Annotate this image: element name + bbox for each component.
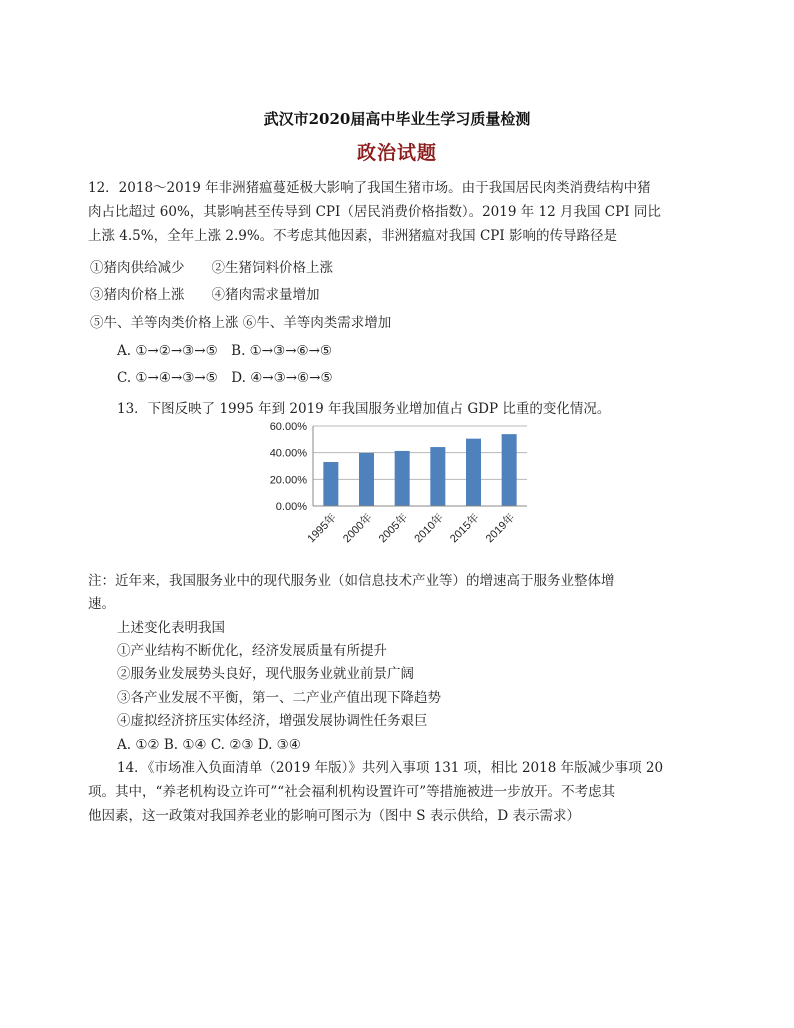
q14-stem-line-2: 项。其中，“养老机构设立许可”“社会福利机构设置许可”等措施被进一步放开。不考虑其 [88,784,616,800]
x-tick-label: 2010年 [412,511,446,546]
q13-option-2: ②服务业发展势头良好，现代服务业就业前景广阔 [117,666,414,682]
exam-title: 武汉市2020届高中毕业生学习质量检测 [263,110,531,128]
q12-option-line-2: ③猪肉价格上涨 ④猪肉需求量增加 [90,287,320,303]
q13-note-line-1: 注：近年来，我国服务业中的现代服务业（如信息技术产业等）的增速高于服务业整体增 [88,573,615,589]
q13-answers: A. ①② B. ①④ C. ②③ D. ③④ [117,737,301,753]
q12-stem-line-2: 肉占比超过 60%，其影响甚至传导到 CPI（居民消费价格指数）。2019 年 12 月我国 CPI 同比 [88,204,661,220]
q12-answer-line-1: A. ①→②→③→⑤ B. ①→③→⑥→⑤ [117,343,333,359]
q13-note-line-2: 速。 [88,596,115,612]
exam-subject: 政治试题 [356,142,437,164]
q13-lead: 上述变化表明我国 [117,620,225,636]
chart-gridlines [313,426,527,506]
y-tick-label: 60.00% [269,421,307,433]
q12-answer-line-2: C. ①→④→③→⑤ D. ④→③→⑥→⑤ [117,370,333,386]
x-tick-label: 2000年 [341,511,375,546]
q12-option-line-3: ⑤牛、羊等肉类价格上涨 ⑥牛、羊等肉类需求增加 [90,315,392,331]
x-tick-label: 1995年 [305,511,339,546]
chart-bars [323,434,516,506]
q12-stem-line-3: 上涨 4.5%，全年上涨 2.9%。不考虑其他因素，非洲猪瘟对我国 CPI 影响的传导路径是 [88,228,618,244]
chart-x-tick-labels [304,510,517,545]
y-tick-label: 40.00% [269,447,307,460]
q12-option-line-1: ①猪肉供给减少 ②生猪饲料价格上涨 [90,260,333,276]
q12-stem-line-1: 12．2018～2019 年非洲猪瘟蔓延极大影响了我国生猪市场。由于我国居民肉类消费结构中猪 [88,180,651,196]
x-tick-label: 2019年 [483,511,518,546]
x-tick-label: 2015年 [448,511,482,546]
chart-y-tick-labels [270,421,308,513]
y-tick-label: 20.00% [269,474,307,487]
chart-bar [430,447,445,506]
service-gdp-share-chart [255,418,545,558]
chart-bar [466,439,481,506]
q13-option-3: ③各产业发展不平衡，第一、二产业产值出现下降趋势 [117,690,441,706]
chart-bar [359,453,374,506]
y-tick-label: 0.00% [275,501,307,513]
chart-bar [395,451,410,506]
q14-stem-line-1: 14．《市场准入负面清单（2019 年版）》共列入事项 131 项，相比 2018 年版减少事项 20 [117,760,664,776]
q13-option-1: ①产业结构不断优化，经济发展质量有所提升 [117,643,387,659]
chart-bar [502,434,517,506]
q13-option-4: ④虚拟经济挤压实体经济，增强发展协调性任务艰巨 [117,713,428,729]
q13-stem: 13．下图反映了 1995 年到 2019 年我国服务业增加值占 GDP 比重的变化情况。 [117,401,611,417]
x-tick-label: 2005年 [376,511,411,546]
q14-stem-line-3: 他因素，这一政策对我国养老业的影响可图示为（图中 S 表示供给，D 表示需求） [88,808,580,824]
chart-bar [323,462,338,506]
